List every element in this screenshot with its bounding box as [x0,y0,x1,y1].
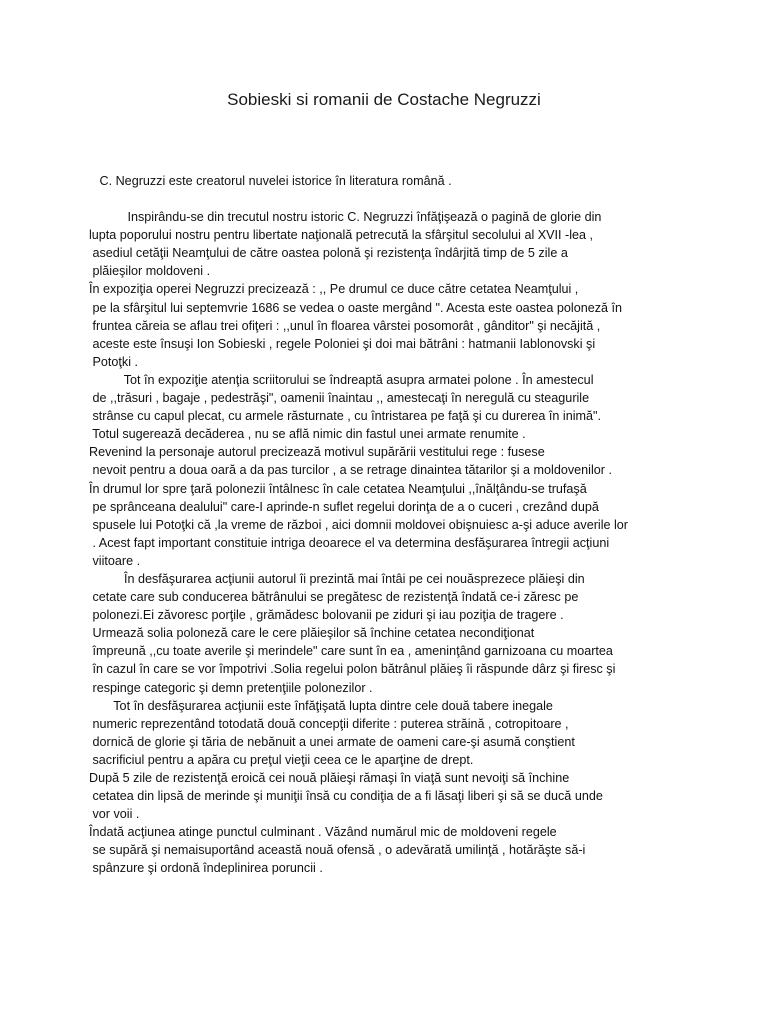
text-line: vor voii . [89,807,140,822]
text-line: Urmează solia poloneză care le cere plăieşilor să închine cetatea necondiţionat [89,626,535,641]
text-line: plăieşilor moldoveni . [89,264,211,279]
text-line: . Acest fapt important constituie intriga deoarece el va determina desfăşurarea întregii acţiuni [89,535,610,550]
text-line: C. Negruzzi este creatorul nuvelei istorice în literatura română . [89,174,452,188]
text-line: în cazul în care se vor împotrivi .Solia regelui polon bătrânul plăieş îi răspunde dârz şi firesc şi [89,662,616,677]
text-line: lupta poporului nostru pentru libertate naţională petrecută la sfârşitul secolului al XVII -lea , [89,228,594,243]
text-line: numeric reprezentând totodată două concepţii diferite : puterea străină , cotropitoare , [89,716,569,731]
text-line: cetatea din lipsă de merinde şi muniţii însă cu condiţia de a fi lăsaţi liberi şi să se ducă unde [89,789,603,804]
text-line: cetate care sub conducerea bătrânului se pregătesc de rezistenţă îndată ce-i zăresc pe [89,590,579,605]
text-line: sacrificiul pentru a apăra cu preţul vieţii ceea ce le aparţine de drept. [89,752,474,767]
document-title: Sobieski si romanii de Costache Negruzzi [227,90,541,109]
text-line: împreună ,,cu toate averile şi merindele" care sunt în ea , ameninţând garnizoana cu moartea [89,644,613,659]
document-body [89,172,689,878]
text-line: spusele lui Potoţki că ,la vreme de război , aici domnii moldovei obişnuiesc a-şi aduce averile lor [89,517,628,532]
text-line: Tot în expoziţie atenţia scriitorului se îndreaptă asupra armatei polone . În amestecul [89,372,594,387]
text-line: În desfăşurarea acţiunii autorul îi prezintă mai întâi pe cei nouăsprezece plăieşi din [89,571,585,586]
text-line: nevoit pentru a doua oară a da pas turcilor , a se retrage dinaintea tătarilor şi a moldovenilor . [89,463,612,478]
text-line: Îndată acţiunea atinge punctul culminant . Văzând numărul mic de moldoveni regele [89,825,557,840]
text-line: respinge categoric şi demn pretenţiile polonezilor . [89,680,373,695]
text-line: fruntea căreia se aflau trei ofiţeri : ,,unul în floarea vârstei posomorât , gânditor" şi necăjită , [89,318,601,333]
text-line: pe sprânceana dealului" care-I aprinde-n suflet regelui dorinţa de a o cuceri , crezând după [89,499,599,514]
text-line: se supără şi nemaisuportând această nouă ofensă , o adevărată umilinţă , hotărăşte să-i [89,843,586,858]
text-line: viitoare . [89,553,141,568]
text-line: de ,,trăsuri , bagaje , pedestrăşi", oamenii înaintau ,, amestecaţi în neregulă cu steagurile [89,391,590,406]
text-line: Revenind la personaje autorul precizează motivul supărării vestitului rege : fusese [89,445,545,460]
text-line: asediul cetăţii Neamţului de către oastea polonă şi rezistenţa îndârjită timp de 5 zile a [89,246,568,261]
text-line: strânse cu capul plecat, cu armele răsturnate , cu întristarea pe faţă şi cu durerea în inimă". [89,409,601,424]
text-line: pe la sfârşitul lui septemvrie 1686 se vedea o oaste mergând ". Acesta este oastea poloneză în [89,300,623,315]
text-line: aceste este însuşi Ion Sobieski , regele Poloniei şi doi mai bătrâni : hatmanii Iablonovski şi [89,336,596,351]
text-line: Inspirându-se din trecutul nostru istoric C. Negruzzi înfăţişează o pagină de glorie din [89,210,602,225]
text-line: Tot în desfăşurarea acţiunii este înfăţişată lupta dintre cele două tabere inegale [89,698,553,713]
text-line: Potoţki . [89,354,138,369]
text-line: spânzure şi ordonă îndeplinirea poruncii . [89,861,323,876]
text-line: În expoziţia operei Negruzzi precizează : ,, Pe drumul ce duce către cetatea Neamţului , [89,282,579,297]
text-line: polonezi.Ei zăvoresc porţile , grămădesc bolovanii pe ziduri şi iau poziţia de tragere . [89,608,564,623]
text-line: dornică de glorie şi tăria de nebănuit a unei armate de oameni care-şi asumă conştient [89,734,575,749]
text-line: Totul sugerează decăderea , nu se află nimic din fastul unei armate renumite . [89,427,526,442]
paragraph-gap [89,190,689,208]
text-line: În drumul lor spre ţară polonezii întâlnesc în cale cetatea Neamţului ,,înălţându-se trufaşă [89,481,587,496]
text-line: După 5 zile de rezistenţă eroică cei nouă plăieşi rămaşi în viaţă sunt nevoiţi să închine [89,771,570,785]
